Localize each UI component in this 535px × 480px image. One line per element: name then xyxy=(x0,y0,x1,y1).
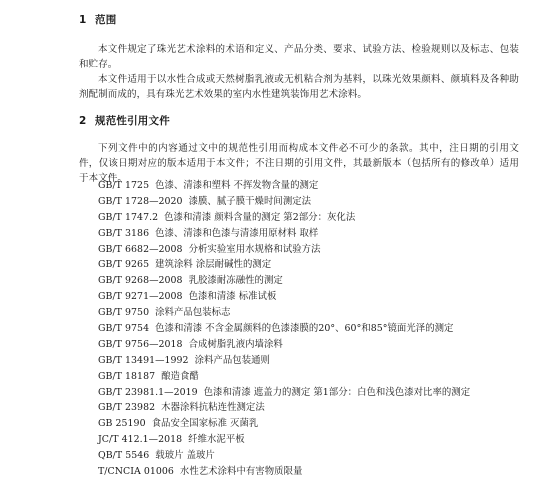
scope-paragraph-1: 本文件规定了珠光艺术涂料的术语和定义、产品分类、要求、试验方法、检验规则以及标志、包装和贮存。 xyxy=(79,44,519,70)
reference-title: 纤维水泥平板 xyxy=(188,434,245,446)
reference-code: GB/T 9265 xyxy=(98,259,150,271)
reference-title: 色漆和清漆 不含金属颜料的色漆漆膜的20°、60°和85°镜面光泽的测定 xyxy=(155,323,454,335)
reference-title: 色漆和清漆 颜料含量的测定 第2部分：灰化法 xyxy=(164,211,356,223)
section-2-heading xyxy=(79,113,170,128)
reference-code: GB/T 9271—2008 xyxy=(98,291,183,303)
reference-title: 色漆、清漆和塑料 不挥发物含量的测定 xyxy=(155,180,319,191)
reference-item xyxy=(79,305,529,321)
section-1-number: 1 xyxy=(79,14,87,26)
normative-intro-paragraph: 下列文件中的内容通过文中的规范性引用而构成本文件必不可少的条款。其中，注日期的引用文件，仅该日期对应的版本适用于本文件；不注日期的引用文件，其最新版本（包括所有的修改单）适用于本文件。 xyxy=(79,143,519,184)
reference-item xyxy=(79,432,529,448)
reference-item xyxy=(79,416,529,432)
reference-item xyxy=(79,400,529,416)
reference-code: GB/T 1747.2 xyxy=(98,211,159,223)
reference-code: GB/T 3186 xyxy=(98,227,150,239)
reference-code: GB/T 9754 xyxy=(98,323,150,335)
reference-code: GB/T 9756—2018 xyxy=(98,338,183,350)
reference-title: 色漆、清漆和色漆与清漆用原材料 取样 xyxy=(155,227,319,239)
reference-code: GB 25190 xyxy=(98,418,146,430)
reference-item xyxy=(79,289,529,305)
reference-title: 建筑涂料 涂层耐碱性的测定 xyxy=(155,259,272,271)
reference-item xyxy=(79,242,529,258)
section-1-title: 范围 xyxy=(95,14,117,26)
reference-item xyxy=(79,321,529,337)
reference-title: 色漆和清漆 标准试板 xyxy=(188,291,277,303)
reference-item xyxy=(79,464,529,480)
reference-title: 乳胶漆耐冻融性的测定 xyxy=(188,275,283,287)
section-2-number: 2 xyxy=(79,115,87,127)
reference-code: T/CNCIA 01006 xyxy=(98,466,174,478)
reference-title: 漆膜、腻子膜干燥时间测定法 xyxy=(188,195,312,207)
reference-code: GB/T 9750 xyxy=(98,307,150,319)
reference-title: 分析实验室用水规格和试验方法 xyxy=(188,243,321,255)
reference-item xyxy=(79,273,529,289)
reference-item xyxy=(79,369,529,385)
reference-title: 食品安全国家标准 灭菌乳 xyxy=(151,418,259,430)
reference-item xyxy=(79,385,529,401)
reference-item xyxy=(79,448,529,464)
reference-item xyxy=(79,257,529,273)
reference-code: GB/T 1725 xyxy=(98,180,150,191)
reference-title: 涂料产品包装通则 xyxy=(194,354,270,366)
reference-title: 木器涂料抗粘连性测定法 xyxy=(161,402,265,414)
reference-code: GB/T 9268—2008 xyxy=(98,275,183,287)
reference-item xyxy=(79,194,529,210)
reference-code: GB/T 1728—2020 xyxy=(98,195,183,207)
reference-title: 水性艺术涂料中有害物质限量 xyxy=(179,466,303,478)
reference-title: 色漆和清漆 遮盖力的测定 第1部分：白色和浅色漆对比率的测定 xyxy=(203,386,471,398)
reference-code: GB/T 18187 xyxy=(98,370,156,382)
reference-title: 合成树脂乳液内墙涂料 xyxy=(188,338,283,350)
reference-code: GB/T 23981.1—2019 xyxy=(98,386,198,398)
reference-code: JC/T 412.1—2018 xyxy=(98,434,183,446)
reference-item xyxy=(79,226,529,242)
reference-code: GB/T 23982 xyxy=(98,402,156,414)
reference-item xyxy=(79,337,529,353)
reference-item xyxy=(79,178,529,194)
reference-code: GB/T 13491—1992 xyxy=(98,354,189,366)
reference-title: 酿造食醋 xyxy=(161,370,199,382)
reference-item xyxy=(79,210,529,226)
section-1-heading xyxy=(79,12,116,27)
reference-title: 载玻片 盖玻片 xyxy=(155,450,215,462)
section-2-title: 规范性引用文件 xyxy=(95,115,170,127)
reference-code: GB/T 6682—2008 xyxy=(98,243,183,255)
reference-item xyxy=(79,353,529,369)
reference-title: 涂料产品包装标志 xyxy=(155,307,231,319)
reference-list xyxy=(79,178,529,480)
scope-paragraph-2: 本文件适用于以水性合成或天然树脂乳液或无机粘合剂为基料，以珠光效果颜料、颜填料及各种助剂配制而成的，具有珠光艺术效果的室内水性建筑装饰用艺术涂料。 xyxy=(79,74,519,100)
reference-code: QB/T 5546 xyxy=(98,450,150,462)
